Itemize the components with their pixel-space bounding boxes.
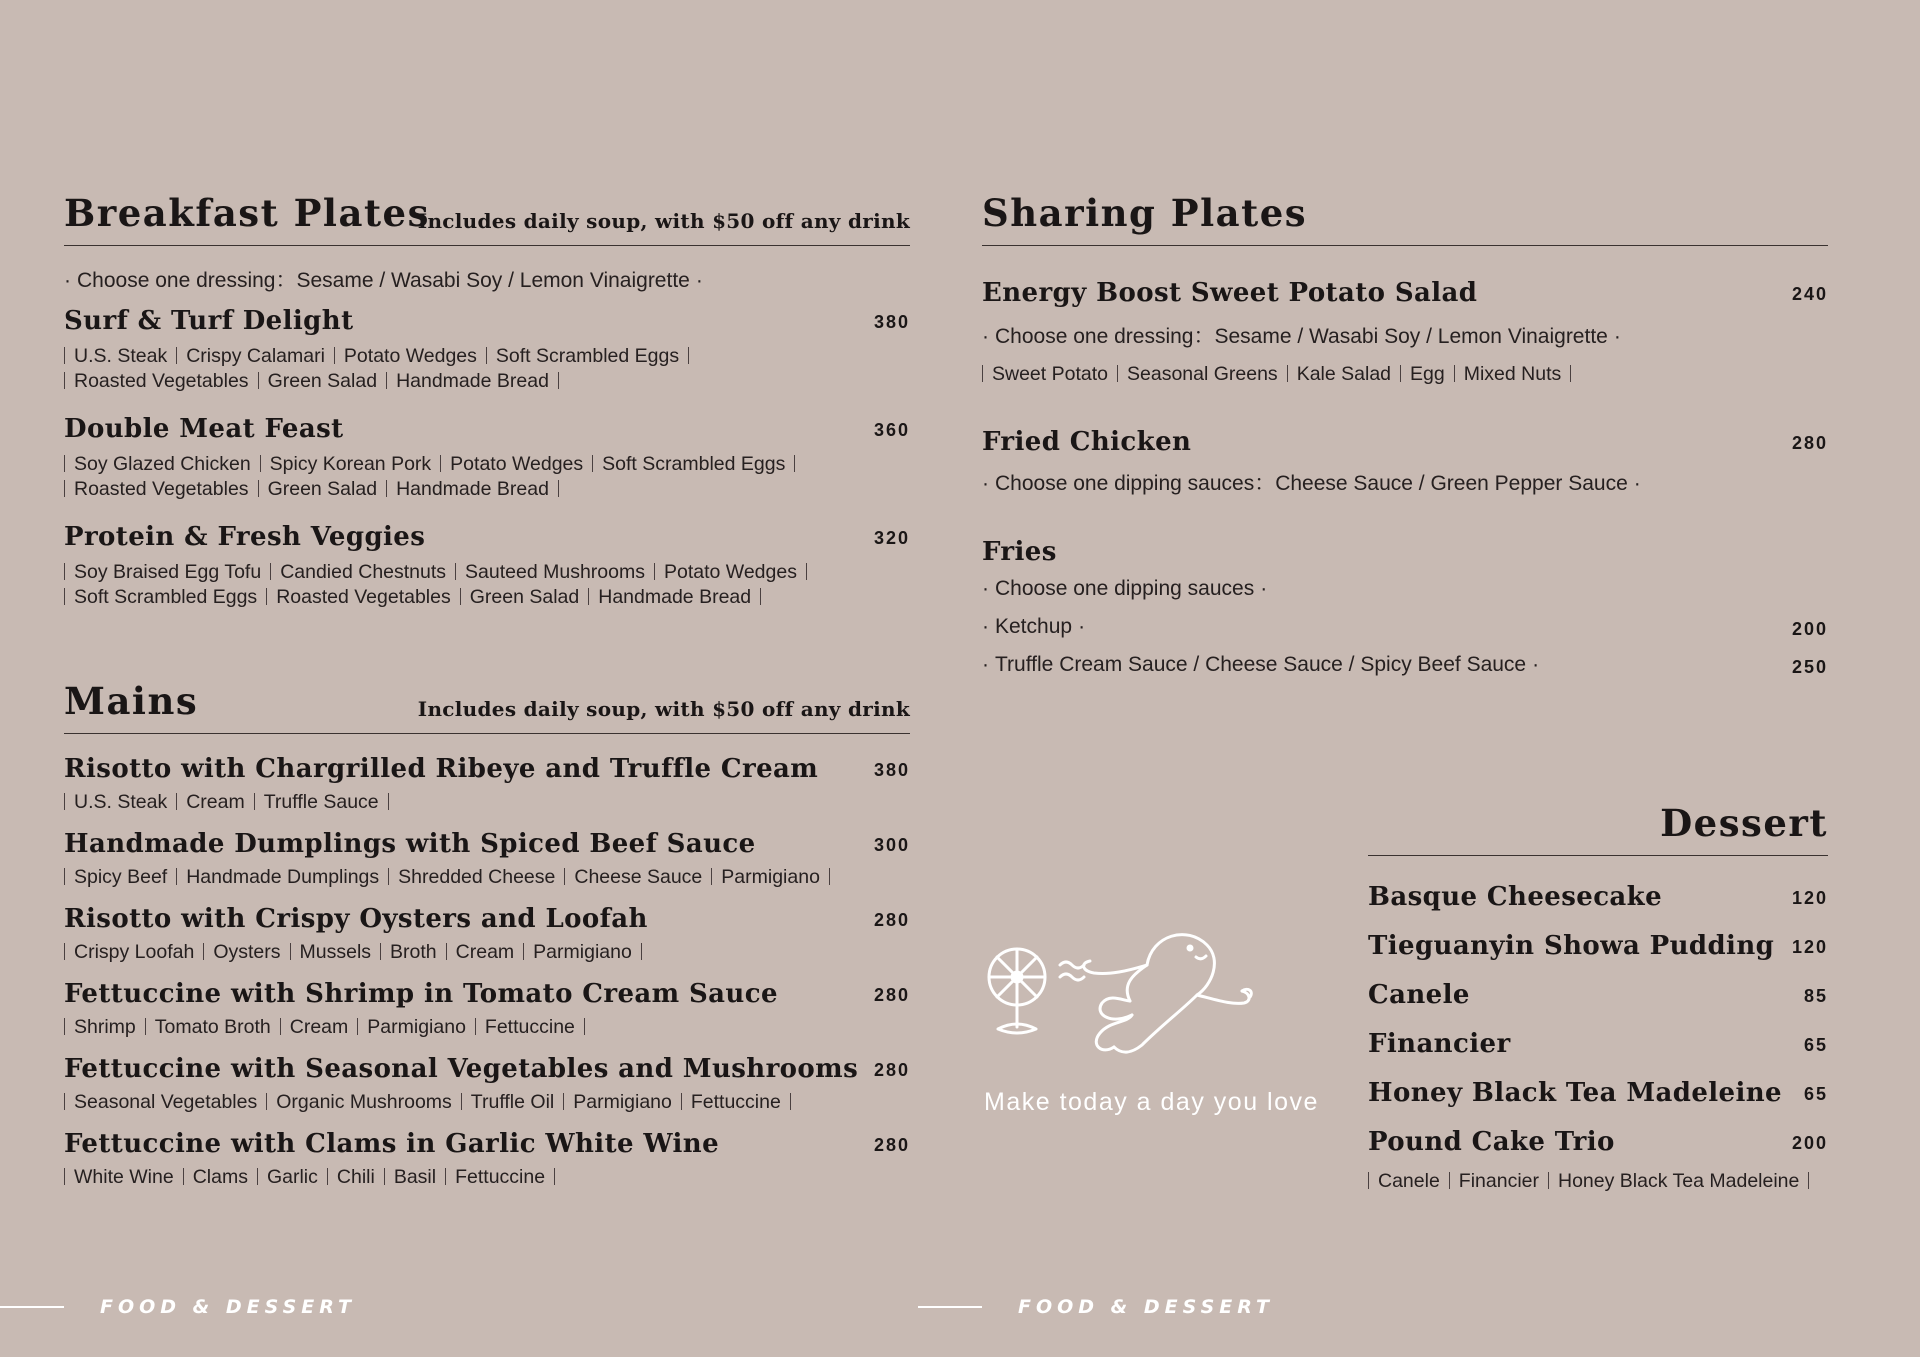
ingredient-separator <box>64 1168 65 1185</box>
ingredient-separator <box>460 588 461 605</box>
ingredient: Crispy Loofah <box>74 941 195 963</box>
ingredient-separator <box>455 563 456 580</box>
sharing-salad-item <box>982 278 1828 387</box>
ingredient: Handmade Dumplings <box>186 866 380 888</box>
ingredient: Parmigiano <box>367 1016 466 1038</box>
ingredient-separator <box>790 1093 791 1110</box>
item-name: Surf & Turf Delight <box>64 306 354 336</box>
ingredient-separator <box>654 563 655 580</box>
bullet-dot: · <box>1078 615 1086 638</box>
ingredient: Soft Scrambled Eggs <box>602 453 786 475</box>
item-name: Handmade Dumplings with Spiced Beef Sauce <box>64 829 756 859</box>
ingredient-separator <box>176 793 177 810</box>
menu-item <box>1368 980 1828 1010</box>
dessert-title: Dessert <box>1660 801 1828 845</box>
ingredient: Kale Salad <box>1296 363 1392 385</box>
ingredient-separator <box>1449 1172 1450 1189</box>
sharing-fries-item <box>982 537 1828 677</box>
ingredient: Mixed Nuts <box>1463 363 1562 385</box>
ingredient-separator <box>176 347 177 364</box>
ingredient-separator <box>258 372 259 389</box>
ingredient-separator <box>257 1168 258 1185</box>
ingredient: Oysters <box>213 941 281 963</box>
menu-item <box>1368 1127 1828 1194</box>
item-price: 280 <box>873 1060 910 1080</box>
ingredient-separator <box>1454 365 1455 382</box>
illustration-caption: Make today a day you love <box>984 1088 1319 1116</box>
ingredient: Roasted Vegetables <box>276 586 451 608</box>
variant-price: 250 <box>1791 657 1828 677</box>
menu-item <box>64 1054 910 1115</box>
ingredient: Garlic <box>266 1166 318 1188</box>
ingredient-line <box>64 585 910 610</box>
ingredient-separator <box>280 1018 281 1035</box>
ingredient: Seasonal Vegetables <box>74 1091 258 1113</box>
menu-item <box>64 522 910 610</box>
item-price: 280 <box>873 1135 910 1155</box>
ingredient-separator <box>1570 365 1571 382</box>
ingredient: Sweet Potato <box>992 363 1108 385</box>
ingredient: Potato Wedges <box>450 453 584 475</box>
ingredient-separator <box>254 793 255 810</box>
item-name: Energy Boost Sweet Potato Salad <box>982 278 1478 308</box>
ingredient: Financier <box>1458 1170 1539 1192</box>
item-name: Fettuccine with Clams in Garlic White Wine <box>64 1129 720 1159</box>
ingredient: Broth <box>390 941 437 963</box>
ingredient-separator <box>829 868 830 885</box>
item-option-text: Choose one dipping sauces <box>995 577 1255 600</box>
item-name: Protein & Fresh Veggies <box>64 522 426 552</box>
ingredient: Crispy Calamari <box>186 345 325 367</box>
ingredient-separator <box>681 1093 682 1110</box>
ingredient: Green Salad <box>267 370 378 392</box>
fries-variant <box>982 615 1828 639</box>
mains-section <box>64 681 910 1190</box>
ingredient-line <box>64 477 910 502</box>
ingredient: Shredded Cheese <box>398 866 556 888</box>
item-name: Double Meat Feast <box>64 414 344 444</box>
ingredient-separator <box>982 365 983 382</box>
ingredient: Candied Chestnuts <box>280 561 447 583</box>
ingredient: Soy Glazed Chicken <box>74 453 251 475</box>
ingredient-separator <box>203 943 204 960</box>
ingredient: Truffle Oil <box>470 1091 555 1113</box>
ingredient-line <box>64 1165 910 1190</box>
ingredient-separator <box>1400 365 1401 382</box>
ingredient-separator <box>445 1168 446 1185</box>
fries-variant-list <box>982 615 1828 677</box>
ingredient-separator <box>388 793 389 810</box>
ingredient-separator <box>1368 1172 1369 1189</box>
ingredient-separator <box>584 1018 585 1035</box>
ingredient-separator <box>806 563 807 580</box>
ingredient: Handmade Bread <box>396 370 549 392</box>
ingredient-separator <box>563 1093 564 1110</box>
ingredient-separator <box>440 455 441 472</box>
ingredient-separator <box>266 1093 267 1110</box>
ingredient: Egg <box>1410 363 1445 385</box>
ingredient: Tomato Broth <box>154 1016 271 1038</box>
ingredient-line <box>64 940 910 965</box>
item-name: Tieguanyin Showa Pudding <box>1368 931 1775 961</box>
bullet-dot: · <box>1532 653 1540 676</box>
item-name: Fried Chicken <box>982 427 1192 457</box>
footer-label: FOOD & DESSERT <box>100 1296 357 1318</box>
menu-item <box>64 414 910 502</box>
sharing-chicken-item <box>982 427 1828 497</box>
ingredient-separator <box>688 347 689 364</box>
variant-option <box>982 653 1828 677</box>
item-price: 65 <box>1803 1084 1828 1104</box>
ingredient-line <box>64 790 910 815</box>
ingredient: Potato Wedges <box>663 561 797 583</box>
dessert-header <box>1368 803 1828 856</box>
item-price: 320 <box>873 528 910 548</box>
ingredient-separator <box>446 943 447 960</box>
item-price: 360 <box>873 420 910 440</box>
ingredient: Canele <box>1378 1170 1440 1192</box>
fries-variant <box>982 653 1828 677</box>
ingredient: Handmade Bread <box>396 478 549 500</box>
relaxing-character-illustration <box>982 905 1332 1055</box>
menu-item <box>1368 882 1828 912</box>
ingredient-separator <box>558 480 559 497</box>
ingredient: Soft Scrambled Eggs <box>74 586 258 608</box>
ingredient-separator <box>260 455 261 472</box>
menu-item <box>1368 1078 1828 1108</box>
mains-item-list <box>64 754 910 1190</box>
ingredient-separator <box>327 1168 328 1185</box>
ingredient: U.S. Steak <box>74 791 168 813</box>
fan-icon <box>989 949 1084 1033</box>
ingredient-line <box>1368 1169 1828 1194</box>
ingredient: Roasted Vegetables <box>74 370 249 392</box>
ingredient: Soft Scrambled Eggs <box>495 345 680 367</box>
item-name: Fettuccine with Seasonal Vegetables and Mushrooms <box>64 1054 859 1084</box>
mains-header <box>64 681 910 734</box>
ingredient-line <box>64 344 910 369</box>
bullet-dot: · <box>982 615 989 638</box>
ingredient-separator <box>183 1168 184 1185</box>
item-name: Honey Black Tea Madeleine <box>1368 1078 1783 1108</box>
ingredient-separator <box>290 943 291 960</box>
ingredient: Basil <box>393 1166 437 1188</box>
ingredient-separator <box>641 943 642 960</box>
mains-note: Includes daily soup, with $50 off any drink <box>417 697 910 721</box>
ingredient: Cream <box>289 1016 349 1038</box>
ingredient-line <box>64 1090 910 1115</box>
ingredient: Shrimp <box>74 1016 136 1038</box>
breakfast-note: Includes daily soup, with $50 off any drink <box>417 209 910 233</box>
menu-item <box>64 754 910 815</box>
dessert-section <box>1368 803 1828 1194</box>
dessert-item-list <box>1368 882 1828 1194</box>
variant-option <box>982 615 1828 639</box>
item-name: Canele <box>1368 980 1470 1010</box>
ingredient: Soy Braised Egg Tofu <box>74 561 262 583</box>
ingredient-separator <box>270 563 271 580</box>
footer-rule <box>0 1306 64 1308</box>
item-price: 120 <box>1791 937 1828 957</box>
breakfast-section <box>64 193 910 610</box>
ingredient: Parmigiano <box>721 866 820 888</box>
ingredient-separator <box>384 1168 385 1185</box>
variant-label: Truffle Cream Sauce / Cheese Sauce / Spicy Beef Sauce <box>995 653 1527 676</box>
item-price: 380 <box>873 312 910 332</box>
ingredient: Handmade Bread <box>598 586 752 608</box>
ingredient-separator <box>64 793 65 810</box>
item-name: Basque Cheesecake <box>1368 882 1663 912</box>
menu-item <box>1368 1029 1828 1059</box>
ingredient: Parmigiano <box>573 1091 672 1113</box>
menu-item <box>64 1129 910 1190</box>
ingredient-separator <box>388 868 389 885</box>
ingredient-separator <box>64 588 65 605</box>
ingredient-separator <box>386 480 387 497</box>
ingredient-separator <box>334 347 335 364</box>
ingredient-separator <box>554 1168 555 1185</box>
ingredient-separator <box>386 372 387 389</box>
mains-title: Mains <box>64 679 199 723</box>
ingredient-separator <box>564 868 565 885</box>
ingredient-separator <box>486 347 487 364</box>
sharing-section <box>982 193 1828 677</box>
item-name: Risotto with Chargrilled Ribeye and Truffle Cream <box>64 754 819 784</box>
item-price: 280 <box>873 910 910 930</box>
ingredient: Roasted Vegetables <box>74 478 249 500</box>
menu-item <box>64 829 910 890</box>
ingredient-separator <box>1808 1172 1809 1189</box>
sharing-title: Sharing Plates <box>982 191 1308 235</box>
ingredient-separator <box>64 943 65 960</box>
ingredient: U.S. Steak <box>74 345 168 367</box>
ingredient: Parmigiano <box>533 941 632 963</box>
ingredient-separator <box>711 868 712 885</box>
item-ingredients <box>982 362 1828 387</box>
ingredient-separator <box>176 868 177 885</box>
breakfast-dressing-text: Choose one dressing：Sesame / Wasabi Soy / Lemon Vinaigrette <box>77 269 690 292</box>
ingredient: Green Salad <box>267 478 378 500</box>
breakfast-title: Breakfast Plates <box>64 191 430 235</box>
item-name: Financier <box>1368 1029 1511 1059</box>
ingredient-separator <box>266 588 267 605</box>
variant-price: 200 <box>1791 619 1828 639</box>
ingredient-separator <box>475 1018 476 1035</box>
item-price: 200 <box>1791 1133 1828 1153</box>
item-name: Fettuccine with Shrimp in Tomato Cream Sauce <box>64 979 778 1009</box>
item-option-text: Choose one dipping sauces：Cheese Sauce / Green Pepper Sauce <box>995 472 1628 495</box>
ingredient-line <box>64 1015 910 1040</box>
item-option: · Choose one dipping sauces · <box>982 577 1268 600</box>
ingredient-line <box>64 560 910 585</box>
item-price: 280 <box>873 985 910 1005</box>
ingredient-separator <box>380 943 381 960</box>
item-name: Pound Cake Trio <box>1368 1127 1615 1157</box>
ingredient: Mussels <box>299 941 372 963</box>
ingredient-separator <box>461 1093 462 1110</box>
ingredient-line <box>64 865 910 890</box>
ingredient: Potato Wedges <box>343 345 477 367</box>
ingredient: Cream <box>455 941 515 963</box>
menu-item <box>64 979 910 1040</box>
ingredient-separator <box>145 1018 146 1035</box>
item-price: 380 <box>873 760 910 780</box>
ingredient: Organic Mushrooms <box>276 1091 452 1113</box>
item-name: Risotto with Crispy Oysters and Loofah <box>64 904 648 934</box>
ingredient: Fettuccine <box>690 1091 781 1113</box>
ingredient-separator <box>258 480 259 497</box>
ingredient: Honey Black Tea Madeleine <box>1558 1170 1800 1192</box>
item-name: Fries <box>982 537 1057 567</box>
lying-character-icon <box>1084 935 1252 1052</box>
item-price: 300 <box>873 835 910 855</box>
sharing-header <box>982 193 1828 246</box>
ingredient: Spicy Beef <box>74 866 168 888</box>
ingredient-line <box>64 369 910 394</box>
ingredient: Cream <box>186 791 245 813</box>
ingredient-separator <box>523 943 524 960</box>
footer-right <box>918 1296 1318 1318</box>
item-price: 120 <box>1791 888 1828 908</box>
ingredient-separator <box>64 455 65 472</box>
ingredient: Green Salad <box>469 586 580 608</box>
menu-item <box>64 306 910 394</box>
breakfast-header <box>64 193 910 246</box>
ingredient-separator <box>64 1093 65 1110</box>
ingredient: Clams <box>192 1166 248 1188</box>
ingredient: Spicy Korean Pork <box>269 453 432 475</box>
menu-item <box>1368 931 1828 961</box>
ingredient: White Wine <box>74 1166 174 1188</box>
footer-rule <box>918 1306 982 1308</box>
ingredient: Chili <box>336 1166 375 1188</box>
ingredient-separator <box>64 868 65 885</box>
footer-left <box>0 1296 400 1318</box>
ingredient-separator <box>588 588 589 605</box>
ingredient-separator <box>64 347 65 364</box>
ingredient: Sauteed Mushrooms <box>465 561 645 583</box>
breakfast-item-list <box>64 306 910 610</box>
ingredient: Truffle Sauce <box>263 791 379 813</box>
footer-label: FOOD & DESSERT <box>1018 1296 1275 1318</box>
item-price: 85 <box>1803 986 1828 1006</box>
ingredient-separator <box>357 1018 358 1035</box>
ingredient: Seasonal Greens <box>1127 363 1278 385</box>
variant-label: Ketchup <box>995 615 1073 638</box>
ingredient-separator <box>64 1018 65 1035</box>
ingredient-separator <box>64 372 65 389</box>
item-price: 65 <box>1803 1035 1828 1055</box>
item-price: 240 <box>1791 284 1828 304</box>
ingredient-separator <box>1287 365 1288 382</box>
ingredient-separator <box>64 563 65 580</box>
bullet-dot: · <box>982 653 989 676</box>
ingredient-separator <box>1117 365 1118 382</box>
item-price: 280 <box>1791 433 1828 453</box>
item-option: · Choose one dipping sauces：Cheese Sauce / Green Pepper Sauce · <box>982 472 1641 495</box>
ingredient-separator <box>592 455 593 472</box>
menu-item <box>64 904 910 965</box>
ingredient: Cheese Sauce <box>574 866 703 888</box>
ingredient: Fettuccine <box>484 1016 575 1038</box>
item-option-text: Choose one dressing：Sesame / Wasabi Soy / Lemon Vinaigrette <box>995 325 1608 348</box>
ingredient-line <box>64 452 910 477</box>
illustration <box>982 905 1332 1135</box>
ingredient-separator <box>64 480 65 497</box>
ingredient-separator <box>558 372 559 389</box>
ingredient-separator <box>760 588 761 605</box>
ingredient: Fettuccine <box>455 1166 546 1188</box>
ingredient-separator <box>1548 1172 1549 1189</box>
ingredient-separator <box>794 455 795 472</box>
breakfast-dressing-option: · Choose one dressing：Sesame / Wasabi Soy / Lemon Vinaigrette · <box>64 269 703 292</box>
item-option: · Choose one dressing：Sesame / Wasabi Soy / Lemon Vinaigrette · <box>982 325 1621 348</box>
